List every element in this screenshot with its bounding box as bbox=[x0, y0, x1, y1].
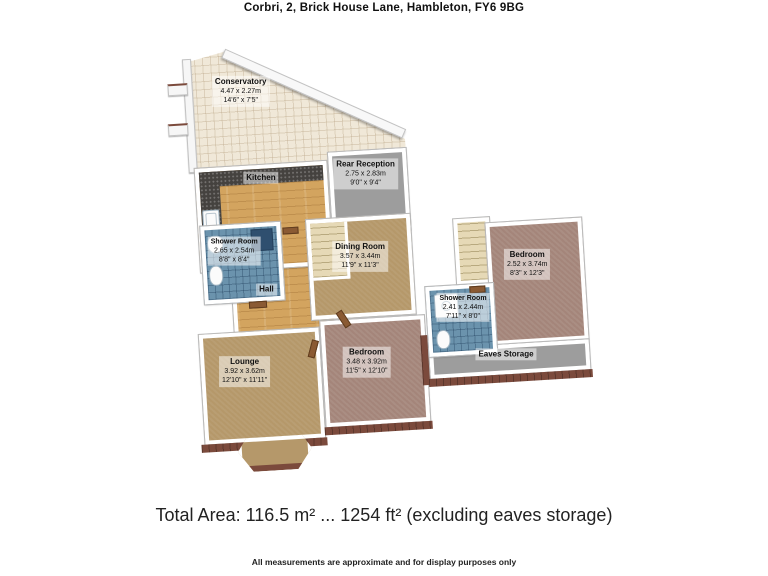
room-name: Shower Room bbox=[210, 238, 258, 246]
room-bedroom-first bbox=[485, 217, 588, 345]
room-label-lounge bbox=[219, 356, 270, 387]
room-name: Eaves Storage bbox=[478, 349, 534, 359]
room-dims-imperial: 9'0" x 9'4" bbox=[350, 179, 381, 187]
ground-floor-plan bbox=[173, 37, 444, 471]
room-dims-imperial: 11'9" x 11'3" bbox=[341, 262, 379, 270]
door bbox=[282, 227, 298, 235]
room-dims-metric: 2.41 x 2.44m bbox=[442, 303, 484, 311]
room-label-kitchen bbox=[243, 172, 278, 184]
toilet bbox=[436, 330, 451, 350]
room-dims-metric: 2.75 x 2.83m bbox=[345, 170, 386, 178]
toilet bbox=[209, 265, 224, 286]
room-dims-imperial: 8'8" x 8'4" bbox=[218, 256, 250, 264]
bay-window bbox=[237, 434, 313, 472]
room-name: Dining Room bbox=[335, 241, 386, 251]
room-dims-imperial: 14'6" x 7'5" bbox=[223, 97, 258, 105]
total-area-text: Total Area: 116.5 m² ... 1254 ft² (excluding eaves storage) bbox=[155, 505, 613, 525]
window-sill bbox=[168, 123, 189, 136]
room-name: Bedroom bbox=[509, 249, 545, 259]
room-dims-metric: 4.47 x 2.27m bbox=[220, 88, 261, 96]
room-name: Lounge bbox=[230, 357, 260, 367]
room-name: Rear Reception bbox=[336, 159, 395, 169]
room-label-eaves bbox=[475, 348, 536, 360]
room-label-shower-first bbox=[436, 293, 489, 322]
page-title: Corbri, 2, Brick House Lane, Hambleton, FY6 9BG bbox=[243, 2, 525, 14]
room-label-conservatory bbox=[212, 76, 270, 107]
room-dims-imperial: 7'11" x 8'0" bbox=[446, 313, 481, 321]
room-label-bedroom-ground bbox=[343, 347, 391, 378]
room-dims-metric: 3.57 x 3.44m bbox=[339, 253, 381, 261]
room-label-hall bbox=[256, 284, 277, 296]
room-label-dining bbox=[332, 241, 388, 272]
room-label-shower-ground bbox=[208, 237, 261, 266]
room-dims-metric: 3.48 x 3.92m bbox=[346, 359, 387, 367]
room-name: Bedroom bbox=[349, 347, 385, 357]
room-dims-imperial: 12'10" x 11'11" bbox=[222, 377, 268, 385]
room-name: Conservatory bbox=[214, 76, 267, 86]
room-label-bedroom-first bbox=[504, 249, 550, 280]
room-dims-metric: 2.65 x 2.54m bbox=[213, 247, 255, 255]
room-name: Shower Room bbox=[439, 294, 487, 302]
disclaimer-text: All measurements are approximate and for display purposes only bbox=[251, 557, 517, 567]
window-sill bbox=[167, 83, 188, 96]
first-floor-plan bbox=[419, 205, 599, 391]
room-dims-imperial: 11'5" x 12'10" bbox=[345, 368, 388, 376]
room-dims-metric: 3.92 x 3.62m bbox=[224, 368, 265, 376]
room-name: Kitchen bbox=[246, 172, 276, 182]
room-label-rear-reception bbox=[333, 158, 398, 189]
room-dims-metric: 2.52 x 3.74m bbox=[506, 261, 548, 269]
door bbox=[249, 301, 267, 309]
room-dims-imperial: 8'3" x 12'3" bbox=[509, 270, 545, 278]
room-name: Hall bbox=[259, 284, 274, 294]
